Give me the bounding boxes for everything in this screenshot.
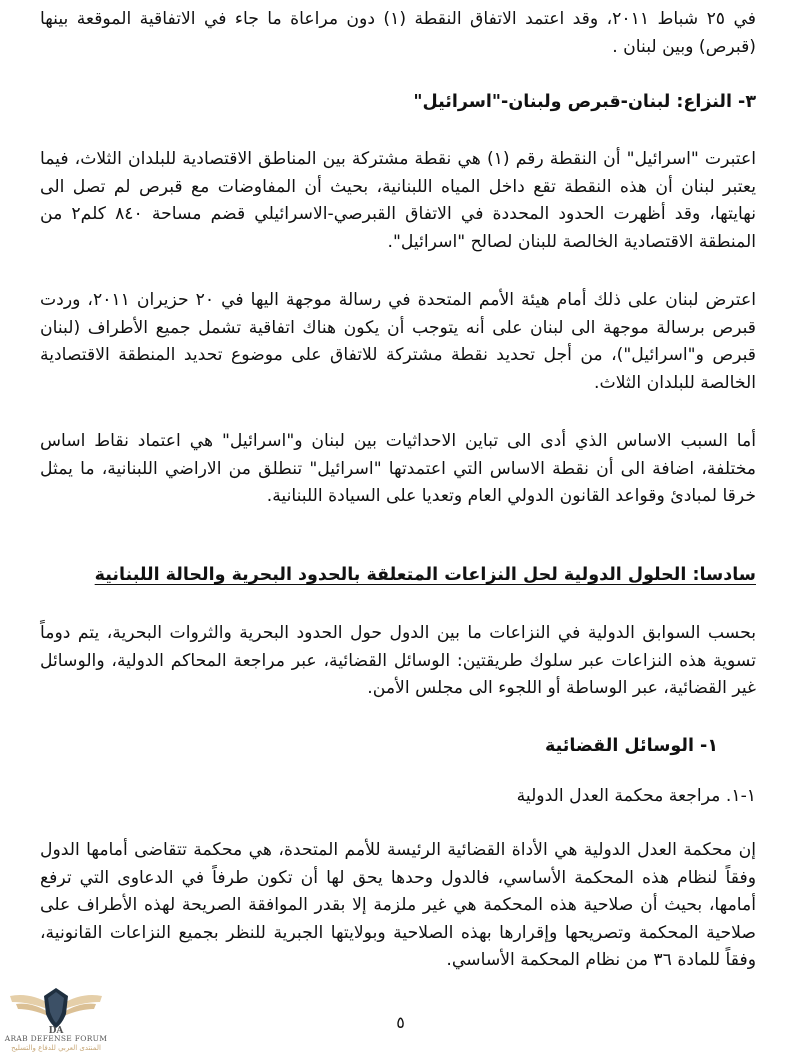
forum-name-ar: المنتدى العربي للدفاع والتسليح bbox=[11, 1044, 101, 1052]
paragraph-icj: إن محكمة العدل الدولية هي الأداة القضائية الرئيسة للأمم المتحدة، هي محكمة تتقاضى أمامها الدول وفقاً لنظام هذه المحكمة الأساسي، فالدول وحدها يحق لها أن تكون طرفاً في الدعاوى التي ترفع أمامها، بحيث أن صلاحية هذه المحكمة هي غير ملزمة إلا بقدر الموافقة الصريحة لهذه الأطراف على صلاحية المحكمة وتصريحها وإقرارها بهذه الصلاحية وبولايتها الجبرية للنظر بجميع النزاعات القانونية، وفقاً للمادة ٣٦ من نظام المحكمة الأساسي. bbox=[40, 840, 756, 970]
forum-watermark-logo bbox=[4, 982, 108, 1056]
paragraph-israel-claim: اعتبرت "اسرائيل" أن النقطة رقم (١) هي نقطة مشتركة بين المناطق الاقتصادية للبلدان الثلاث، فيما يعتبر لبنان أن هذه النقطة تقع داخل المياه اللبنانية، بحيث أن المفاوضات مع قبرص لم تصل الى نهايتها، وقد أظهرت الحدود المحددة في الاتفاق القبرصي-الاسرائيلي قضم مساحة ٨٤٠ كلم٢ من المنطقة الاقتصادية الخالصة للبنان لصالح "اسرائيل". bbox=[40, 149, 756, 252]
heading-judicial-means: ١- الوسائل القضائية bbox=[545, 736, 718, 756]
heading-icj-review: ١-١. مراجعة محكمة العدل الدولية bbox=[516, 786, 756, 806]
paragraph-lebanon-objection: اعترض لبنان على ذلك أمام هيئة الأمم المتحدة في رسالة موجهة اليها في ٢٠ حزيران ٢٠١١، وردت قبرص برسالة موجهة الى لبنان على أنه يتوجب أن يكون هناك اتفاقية تشمل جميع الأطراف (لبنان قبرص و"اسرائيل")، من أجل تحديد نقطة مشتركة للاتفاق على موضوع تحديد المنطقة الاقتصادية الخالصة للبلدان الثلاث. bbox=[40, 290, 756, 393]
forum-name-en: ARAB DEFENSE FORUM bbox=[4, 1034, 108, 1043]
paragraph-precedents: بحسب السوابق الدولية في النزاعات ما بين الدول حول الحدود البحرية والثروات البحرية، يتم دوماً تسوية هذه النزاعات عبر سلوك طريقتين: الوسائل القضائية، عبر مراجعة المحاكم الدولية، والوسائل غير القضائية، عبر الوساطة أو اللجوء الى مجلس الأمن. bbox=[40, 623, 756, 698]
page-number: ٥ bbox=[396, 1013, 405, 1032]
paragraph-coordinates-reason: أما السبب الاساس الذي أدى الى تباين الاحداثيات بين لبنان و"اسرائيل" هي اعتماد نقاط اساس مختلفة، اضافة الى أن نقطة الاساس التي اعتمدتها "اسرائيل" تنطلق من الاراضي اللبنانية، ما يمثل خرقا لمبادئ وقواعد القانون الدولي العام وتعديا على السيادة اللبنانية. bbox=[40, 431, 756, 506]
heading-international-solutions: سادسا: الحلول الدولية لحل النزاعات المتعلقة بالحدود البحرية والحالة اللبنانية bbox=[94, 565, 756, 585]
forum-logo-letters: DA bbox=[48, 1026, 64, 1036]
heading-dispute: ٣- النزاع: لبنان-قبرص ولبنان-"اسرائيل" bbox=[413, 92, 756, 112]
paragraph-agreement-date: في ٢٥ شباط ٢٠١١، وقد اعتمد الاتفاق النقطة (١) دون مراعاة ما جاء في الاتفاقية الموقعة بينها (قبرص) وبين لبنان . bbox=[40, 9, 756, 57]
